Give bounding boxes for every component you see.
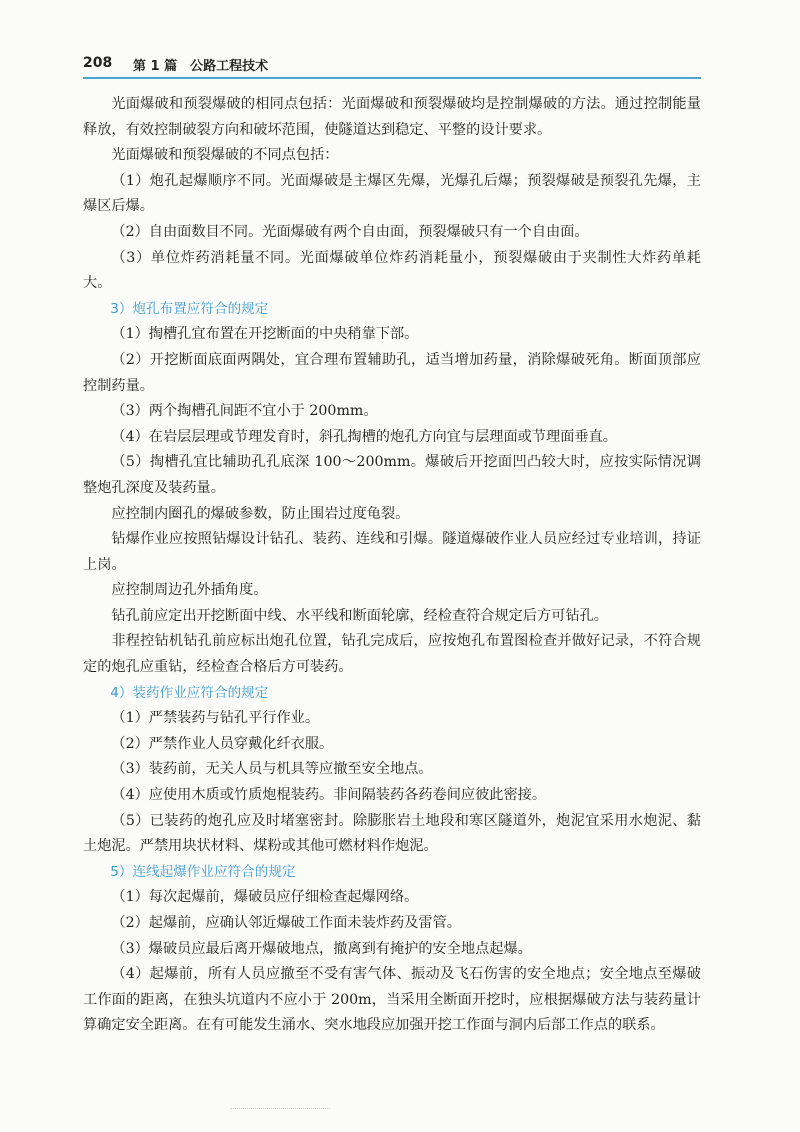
paragraph: 钻爆作业应按照钻爆设计钻孔、装药、连线和引爆。隧道爆破作业人员应经过专业培训，持证上岗。 — [83, 531, 701, 573]
paragraph: 光面爆破和预裂爆破的不同点包括： — [111, 147, 339, 164]
page-header — [83, 49, 701, 79]
paragraph: （3）装药前，无关人员与机具等应撤至安全地点。 — [111, 761, 433, 778]
section-heading: 4）装药作业应符合的规定 — [110, 684, 269, 701]
body-text — [83, 92, 701, 1039]
footer-marks — [230, 1108, 330, 1111]
paragraph: 光面爆破和预裂爆破的相同点包括：光面爆破和预裂爆破均是控制爆破的方法。通过控制能量释放，有效控制破裂方向和破坏范围，使隧道达到稳定、平整的设计要求。 — [83, 96, 701, 138]
paragraph: （1）每次起爆前，爆破员应仔细检查起爆网络。 — [111, 889, 419, 906]
chapter-title: 第 1 篇 公路工程技术 — [133, 59, 269, 74]
paragraph: （1）严禁装药与钻孔平行作业。 — [111, 710, 320, 727]
paragraph: （2）严禁作业人员穿戴化纤衣服。 — [111, 735, 334, 752]
paragraph: （1）掏槽孔宜布置在开挖断面的中央稍靠下部。 — [111, 326, 419, 343]
paragraph: 应控制内圈孔的爆破参数，防止围岩过度龟裂。 — [111, 505, 410, 522]
paragraph: （2）开挖断面底面两隅处，宜合理布置辅助孔，适当增加药量，消除爆破死角。断面顶部应控制药量。 — [83, 351, 701, 394]
paragraph: （2）起爆前，应确认邻近爆破工作面未装炸药及雷管。 — [111, 915, 461, 931]
section-heading: 3）炮孔布置应符合的规定 — [110, 300, 269, 317]
paragraph: （4）在岩层层理或节理发育时，斜孔掏槽的炮孔方向宜与层理面或节理面垂直。 — [111, 428, 617, 445]
paragraph: （3）两个掏槽孔间距不宜小于 200mm。 — [111, 403, 378, 420]
paragraph: 钻孔前应定出开挖断面中线、水平线和断面轮廓，经检查符合规定后方可钻孔。 — [111, 607, 608, 624]
paragraph: （5）掏槽孔宜比辅助孔孔底深 100～200mm。爆破后开挖面凹凸较大时，应按实际情况调整炮孔深度及装药量。 — [83, 454, 701, 496]
paragraph: （2）自由面数目不同。光面爆破有两个自由面，预裂爆破只有一个自由面。 — [111, 223, 589, 240]
paragraph: 应控制周边孔外插角度。 — [111, 582, 268, 599]
section-heading: 5）连线起爆作业应符合的规定 — [110, 863, 296, 880]
paragraph: （5）已装药的炮孔应及时堵塞密封。除膨胀岩土地段和寒区隧道外，炮泥宜采用水炮泥、黏土炮泥。严禁用块状材料、煤粉或其他可燃材料作炮泥。 — [83, 812, 701, 855]
paragraph: （3）爆破员应最后离开爆破地点，撤离到有掩护的安全地点起爆。 — [111, 940, 532, 957]
paragraph: 非程控钻机钻孔前应标出炮孔位置，钻孔完成后，应按炮孔布置图检查并做好记录，不符合规定的炮孔应重钻，经检查合格后方可装药。 — [83, 633, 701, 676]
paragraph: （4）起爆前，所有人员应撤至不受有害气体、振动及飞石伤害的安全地点；安全地点至爆破工作面的距离，在独头坑道内不应小于 200m，当采用全断面开挖时，应根据爆破方法与装药量计算确定安全距离。在有可能发生涌水、突水地段应加强开挖工作面与洞内后部工作点的联系。 — [83, 966, 701, 1034]
paragraph: （1）炮孔起爆顺序不同。光面爆破是主爆区先爆，光爆孔后爆；预裂爆破是预裂孔先爆，主爆区后爆。 — [83, 172, 701, 215]
paragraph: （4）应使用木质或竹质炮棍装药。非间隔装药各药卷间应彼此密接。 — [111, 787, 547, 804]
paragraph: （3）单位炸药消耗量不同。光面爆破单位炸药消耗量小，预裂爆破由于夹制性大炸药单耗大。 — [83, 249, 701, 292]
page-number: 208 — [83, 55, 113, 71]
